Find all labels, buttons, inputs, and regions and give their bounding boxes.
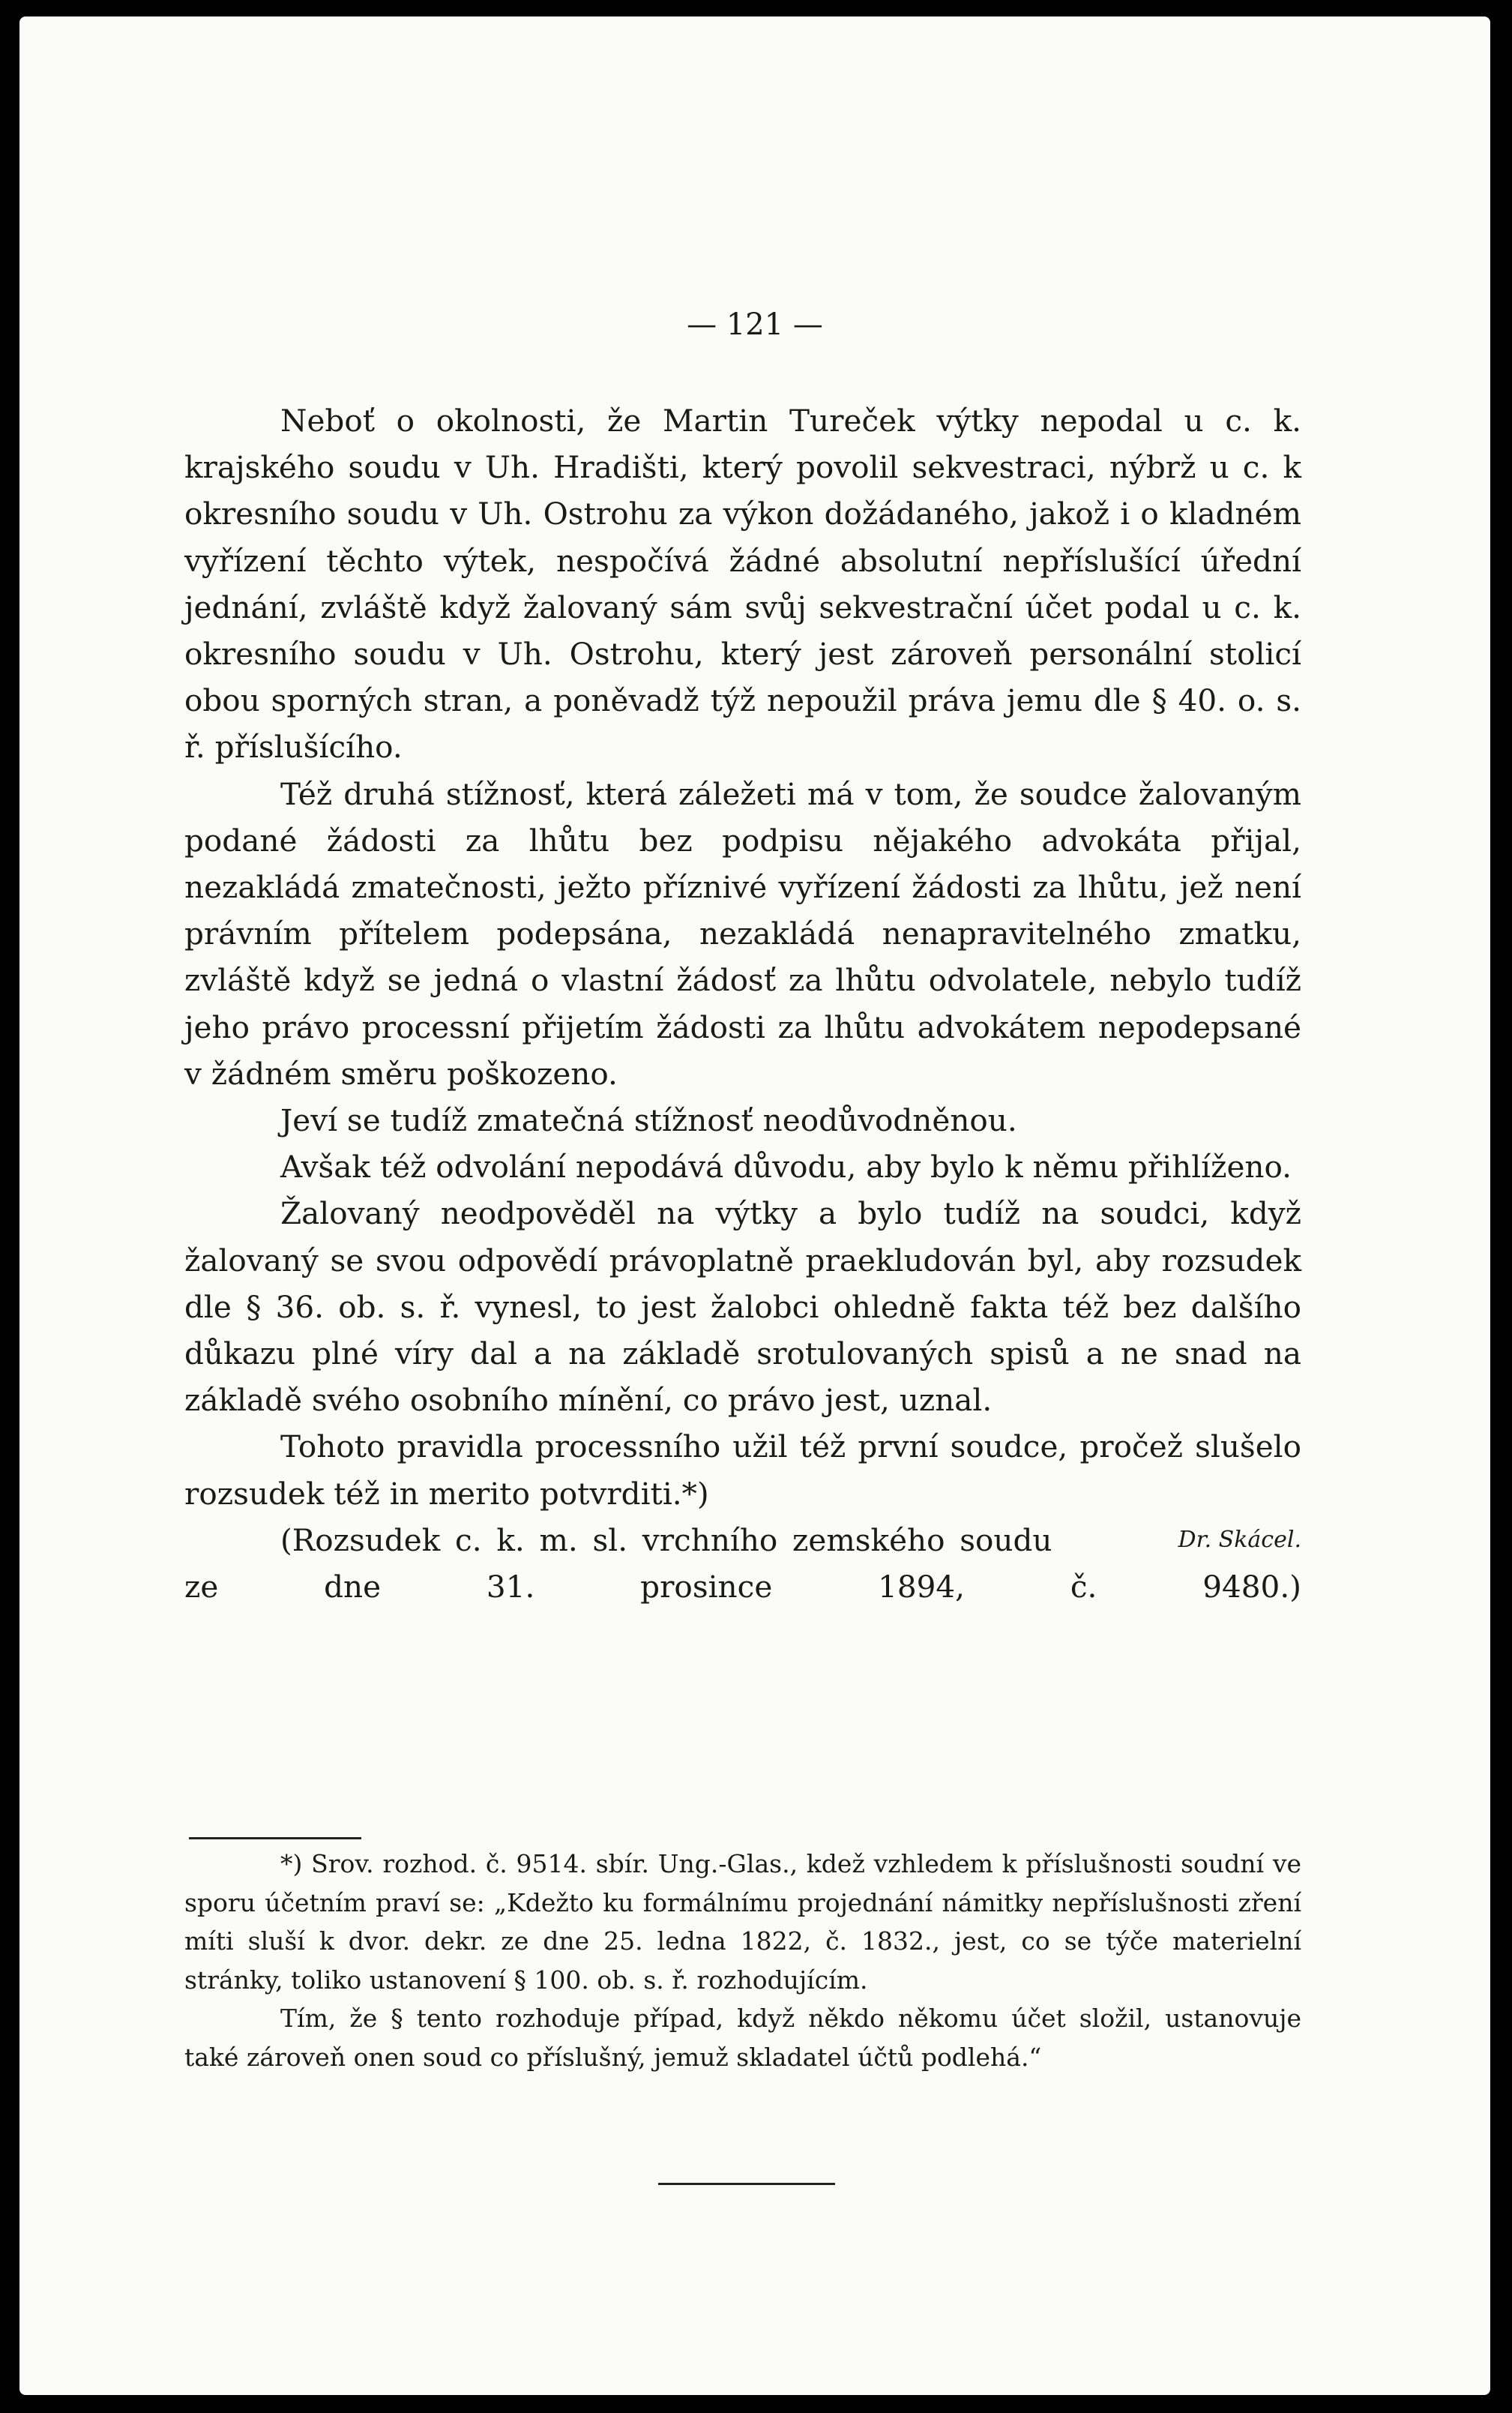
footnote-2: Tím, že § tento rozhoduje případ, když někdo někomu účet složil, ustanovuje také zároveň onen soud co příslušný, jemuž skladatel účtů podlehá.“ — [184, 2004, 1301, 2072]
paragraph-verdict-citation — [184, 1517, 1301, 1610]
signature: Dr. Skácel. — [1178, 1526, 1301, 1553]
page-number: — 121 — — [687, 307, 823, 342]
footnote-1: *) Srov. rozhod. č. 9514. sbír. Ung.-Glas., kdež vzhledem k příslušnosti soudní ve sporu účetním praví se: „Kdežto ku formálnímu projednání námitky nepříslušnosti zření míti sluší k dvor. dekr. ze dne 25. ledna 1822, č. 1832., jest, co se týče materielní stránky, toliko ustanovení § 100. ob. s. ř. rozhodujícím. — [184, 1849, 1301, 1995]
paragraph-second-complaint: Též druhá stížnosť, která záležeti má v tom, že soudce žalovaným podané žádosti za lhůtu bez podpisu nějakého advokáta přijal, nezakládá zmatečnosti, ježto příznivé vyřízení žádosti za lhůtu, jež není právním přítelem podepsána, nezakládá nenapravitelného zmatku, zvláště když se jedná o vlastní žádosť za lhůtu odvolatele, nebylo tudíž jeho právo processní přijetím žádosti za lhůtu advokátem nepodepsané v žádném směru poškozeno. — [184, 775, 1301, 1092]
paragraph-appeal: Avšak též odvolání nepodává důvodu, aby bylo k němu přihlíženo. — [280, 1149, 1292, 1186]
paragraph-jurisdiction: Neboť o okolnosti, že Martin Tureček výtky nepodal u c. k. krajského soudu v Uh. Hradišti, který povolil sekvestraci, nýbrž u c. k okresního soudu v Uh. Ostrohu za výkon dožádaného, jakož i o kladném vyřízení těchto výtek, nespočívá žádné absolutní nepříslušící úřední jednání, zvláště když žalovaný sám svůj sekvestrační účet podal u c. k. okresního soudu v Uh. Ostrohu, který jest zároveň personální stolicí obou sporných stran, a poněvadž týž nepoužil práva jemu dle § 40. o. s. ř. příslušícího. — [184, 403, 1301, 766]
main-text — [184, 397, 1301, 1610]
footnotes — [184, 1845, 1301, 2076]
end-divider — [658, 2183, 835, 2185]
paragraph-defendant: Žalovaný neodpověděl na výtky a bylo tudíž na soudci, když žalovaný se svou odpovědí právoplatně praekludován byl, aby rozsudek dle § 36. ob. s. ř. vynesl, to jest žalobci ohledně fakta též bez dalšího důkazu plné víry dal a na základě srotulovaných spisů a ne snad na základě svého osobního mínění, co právo jest, uznal. — [184, 1195, 1301, 1419]
scanned-page — [19, 16, 1490, 2395]
verdict-citation-text: (Rozsudek c. k. m. sl. vrchního zemského soudu ze dne 31. prosince 1894, č. 9480.) — [184, 1521, 1301, 1605]
paragraph-complaint-unfounded: Jeví se tudíž zmatečná stížnosť neodůvodněnou. — [280, 1102, 1017, 1139]
paragraph-procedure-rule: Tohoto pravidla processního užil též první soudce, pročež slušelo rozsudek též in merito potvrditi.*) — [184, 1428, 1301, 1512]
footnote-divider — [189, 1837, 361, 1839]
